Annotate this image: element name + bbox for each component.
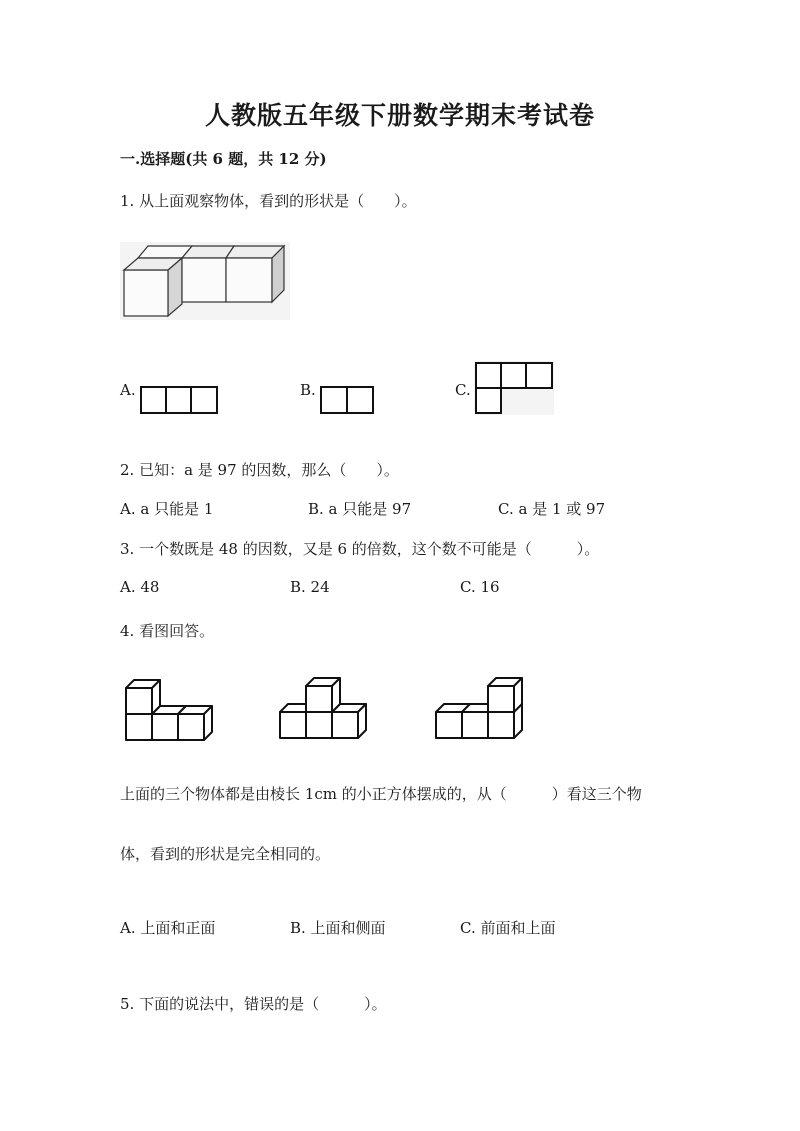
q1-option-a: A. [120,381,136,399]
q1-option-b: B. [300,381,316,399]
question-2-text: 2. 已知：a 是 97 的因数，那么（ ）。 [120,461,399,479]
section-heading: 一.选择题(共 6 题，共 12 分) [120,150,327,168]
q3-option-c: C. 16 [460,578,500,596]
question-5-text: 5. 下面的说法中，错误的是（ ）。 [120,995,387,1013]
page-title: 人教版五年级下册数学期末考试卷 [204,101,595,130]
q1-option-a-shape [140,386,218,414]
cube-front-face [226,258,272,302]
q1-3d-figure [120,242,290,320]
q1-option-c-shape [474,361,554,415]
q1-option-b-shape [320,386,374,414]
q2-option-a: A. a 只能是 1 [120,500,214,518]
q4-figure-2 [278,674,368,740]
q3-option-b: B. 24 [290,578,330,596]
question-4-text: 4. 看图回答。 [120,622,215,640]
q4-option-b: B. 上面和侧面 [290,919,386,937]
cube-front-face [182,258,226,302]
q4-figure-1 [124,678,214,742]
q4-paragraph-line-1: 上面的三个物体都是由棱长 1cm 的小正方体摆成的，从（ ）看这三个物 [120,785,642,803]
q4-paragraph-line-2: 体，看到的形状是完全相同的。 [120,845,331,863]
q2-option-c: C. a 是 1 或 97 [498,500,606,518]
q4-figure-3 [434,674,524,740]
cube-front-face [124,270,168,316]
q4-option-c: C. 前面和上面 [460,919,556,937]
cube-top-face [182,246,234,258]
q4-option-a: A. 上面和正面 [120,919,216,937]
q2-option-b: B. a 只能是 97 [308,500,412,518]
q1-option-c: C. [455,381,471,399]
question-1-text: 1. 从上面观察物体，看到的形状是（ ）。 [120,192,417,210]
q3-option-a: A. 48 [120,578,160,596]
question-3-text: 3. 一个数既是 48 的因数，又是 6 的倍数，这个数不可能是（ ）。 [120,540,600,558]
